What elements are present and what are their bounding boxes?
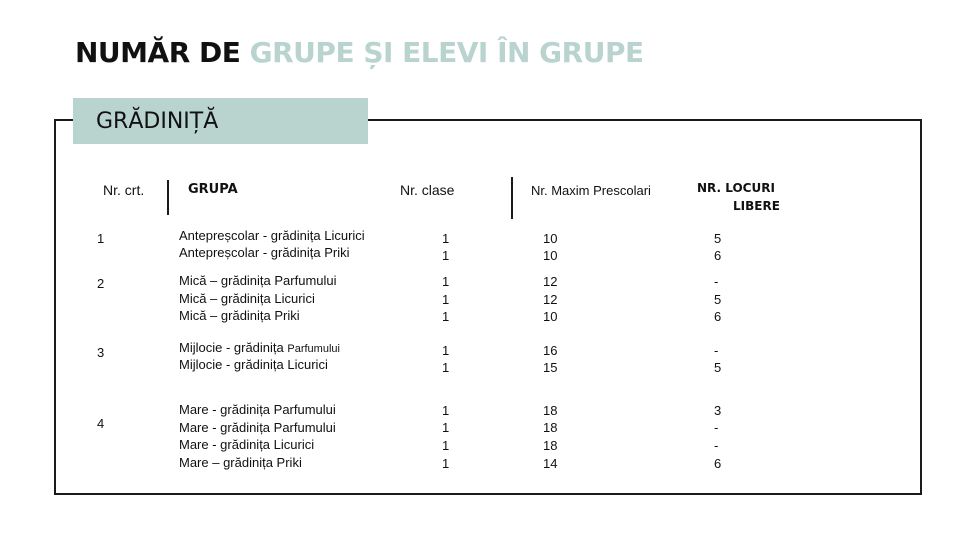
group-number: 3 — [97, 345, 105, 360]
grupa-cell: Antepreșcolar - grădinița Priki — [179, 245, 350, 260]
grupa-cell: Antepreșcolar - grădinița Licurici — [179, 228, 365, 243]
libere-cell: 5 — [714, 292, 722, 307]
header-divider-2 — [511, 177, 513, 219]
grupa-cell: Mică – grădinița Parfumului — [179, 273, 337, 288]
header-divider-1 — [167, 180, 169, 215]
libere-cell: 3 — [714, 403, 722, 418]
max-cell: 10 — [543, 309, 558, 324]
grupa-cell: Mare – grădinița Priki — [179, 455, 302, 470]
clase-cell: 1 — [442, 420, 450, 435]
page-title — [75, 36, 644, 69]
header-nr-max: Nr. Maxim Prescolari — [531, 183, 651, 198]
grupa-main-text: Mijlocie - grădinița — [179, 340, 288, 355]
clase-cell: 1 — [442, 343, 450, 358]
max-cell: 16 — [543, 343, 558, 358]
header-locuri-line1: NR. LOCURI — [697, 181, 775, 195]
libere-cell: - — [714, 274, 719, 289]
max-cell: 18 — [543, 438, 558, 453]
libere-cell: - — [714, 438, 719, 453]
libere-cell: 5 — [714, 231, 722, 246]
clase-cell: 1 — [442, 360, 450, 375]
section-tag — [73, 98, 368, 144]
group-number: 4 — [97, 416, 105, 431]
clase-cell: 1 — [442, 438, 450, 453]
grupa-cell: Mare - grădinița Parfumului — [179, 420, 336, 435]
clase-cell: 1 — [442, 274, 450, 289]
max-cell: 18 — [543, 403, 558, 418]
libere-cell: - — [714, 343, 719, 358]
grupa-cell: Mare - grădinița Parfumului — [179, 402, 336, 417]
title-part-2: GRUPE ȘI ELEVI ÎN GRUPE — [249, 36, 644, 69]
clase-cell: 1 — [442, 403, 450, 418]
libere-cell: 6 — [714, 456, 722, 471]
grupa-cell: Mijlocie - grădinița Licurici — [179, 357, 328, 372]
section-label: GRĂDINIȚĂ — [96, 108, 219, 134]
group-number: 2 — [97, 276, 105, 291]
clase-cell: 1 — [442, 248, 450, 263]
libere-cell: 6 — [714, 248, 722, 263]
grupa-cell: Mică – grădinița Priki — [179, 308, 300, 323]
max-cell: 14 — [543, 456, 558, 471]
clase-cell: 1 — [442, 231, 450, 246]
libere-cell: 5 — [714, 360, 722, 375]
max-cell: 10 — [543, 248, 558, 263]
grupa-small-text: Parfumului — [287, 343, 340, 355]
header-nr-crt: Nr. crt. — [103, 182, 145, 198]
libere-cell: 6 — [714, 309, 722, 324]
libere-cell: - — [714, 420, 719, 435]
clase-cell: 1 — [442, 309, 450, 324]
title-part-1: NUMĂR DE — [75, 36, 241, 69]
group-number: 1 — [97, 231, 105, 246]
grupa-cell: Mare - grădinița Licurici — [179, 437, 315, 452]
max-cell: 18 — [543, 420, 558, 435]
max-cell: 12 — [543, 274, 558, 289]
clase-cell: 1 — [442, 292, 450, 307]
header-grupa: GRUPA — [188, 182, 238, 197]
header-locuri-line2: LIBERE — [733, 199, 780, 213]
grupa-cell: Mică – grădinița Licurici — [179, 291, 315, 306]
max-cell: 12 — [543, 292, 558, 307]
header-nr-clase: Nr. clase — [400, 182, 455, 198]
max-cell: 15 — [543, 360, 558, 375]
clase-cell: 1 — [442, 456, 450, 471]
max-cell: 10 — [543, 231, 558, 246]
